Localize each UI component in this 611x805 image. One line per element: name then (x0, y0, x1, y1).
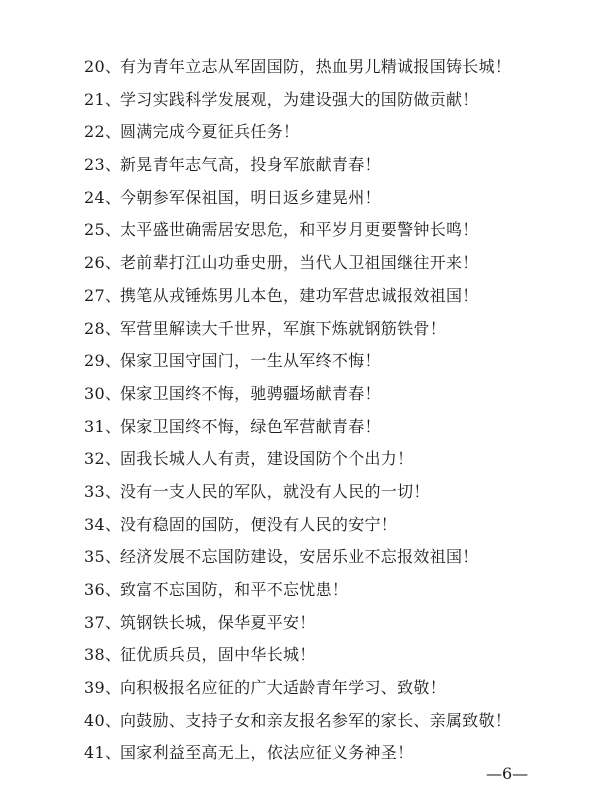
item-number: 28、 (84, 318, 122, 338)
item-text: 今朝参军保祖国，明日返乡建晃州！ (120, 187, 381, 207)
item-number: 29、 (84, 351, 122, 371)
list-item (84, 247, 584, 280)
list-item (84, 149, 584, 182)
item-text: 经济发展不忘国防建设，安居乐业不忘报效祖国！ (120, 547, 479, 567)
list-item (84, 214, 584, 247)
item-number: 32、 (84, 449, 122, 469)
list-item (84, 280, 584, 313)
item-number: 22、 (84, 122, 122, 142)
item-text: 携笔从戎锤炼男儿本色，建功军营忠诚报效祖国！ (120, 285, 479, 305)
list-item (84, 313, 584, 346)
item-text: 保家卫国终不悔，绿色军营献青春！ (120, 416, 381, 436)
page-number: —6— (486, 764, 529, 783)
item-number: 23、 (84, 155, 122, 175)
item-text: 保家卫国终不悔，驰骋疆场献青春！ (120, 383, 381, 403)
list-item (84, 639, 584, 672)
item-number: 30、 (84, 383, 122, 403)
item-text: 老前辈打江山功垂史册，当代人卫祖国继往开来！ (120, 253, 479, 273)
list-item (84, 116, 584, 149)
item-number: 20、 (84, 57, 122, 76)
item-number: 27、 (84, 285, 122, 305)
item-number: 33、 (84, 481, 122, 501)
list-item (84, 345, 584, 378)
item-number: 34、 (84, 514, 122, 534)
item-number: 21、 (84, 89, 122, 109)
item-text: 学习实践科学发展观，为建设强大的国防做贡献！ (120, 89, 479, 109)
item-text: 向鼓励、支持子女和亲友报名参军的家长、亲属致敬！ (120, 710, 512, 730)
item-text: 固我长城人人有责，建设国防个个出力！ (120, 449, 414, 469)
list-item (84, 378, 584, 411)
item-text: 致富不忘国防，和平不忘忧患！ (120, 580, 349, 599)
list-item (84, 607, 584, 640)
item-number: 39、 (84, 678, 122, 698)
item-number: 37、 (84, 612, 122, 632)
item-number: 40、 (84, 710, 122, 730)
list-item (84, 705, 584, 738)
item-text: 有为青年立志从军固国防，热血男儿精诚报国铸长城！ (120, 57, 512, 76)
item-text: 保家卫国守国门，一生从军终不悔！ (120, 351, 381, 371)
item-number: 24、 (84, 187, 122, 207)
item-number: 31、 (84, 416, 122, 436)
list-item (84, 182, 584, 215)
list-item (84, 574, 584, 607)
item-number: 36、 (84, 580, 122, 599)
item-number: 35、 (84, 547, 122, 567)
item-number: 38、 (84, 645, 122, 665)
list-item (84, 672, 584, 705)
item-text: 军营里解读大千世界，军旗下炼就钢筋铁骨！ (120, 318, 447, 338)
item-text: 向积极报名应征的广大适龄青年学习、致敬！ (120, 678, 447, 698)
list-item (84, 476, 584, 509)
list-item (84, 443, 584, 476)
item-text: 筑钢铁长城，保华夏平安！ (120, 612, 316, 632)
list-item (84, 509, 584, 542)
list-item (84, 541, 584, 574)
slogan-list (84, 51, 584, 770)
list-item (84, 51, 584, 84)
list-item (84, 411, 584, 444)
item-text: 太平盛世确需居安思危，和平岁月更要警钟长鸣！ (120, 220, 479, 240)
item-text: 国家利益至高无上，依法应征义务神圣！ (120, 743, 414, 763)
list-item (84, 84, 584, 117)
item-text: 新晃青年志气高，投身军旅献青春！ (120, 155, 381, 175)
item-text: 没有一支人民的军队，就没有人民的一切！ (120, 481, 430, 501)
item-text: 征优质兵员，固中华长城！ (120, 645, 316, 665)
item-text: 没有稳固的国防，便没有人民的安宁！ (120, 514, 398, 534)
item-number: 41、 (84, 743, 122, 763)
item-number: 26、 (84, 253, 122, 273)
item-number: 25、 (84, 220, 122, 240)
item-text: 圆满完成今夏征兵任务！ (120, 122, 300, 142)
